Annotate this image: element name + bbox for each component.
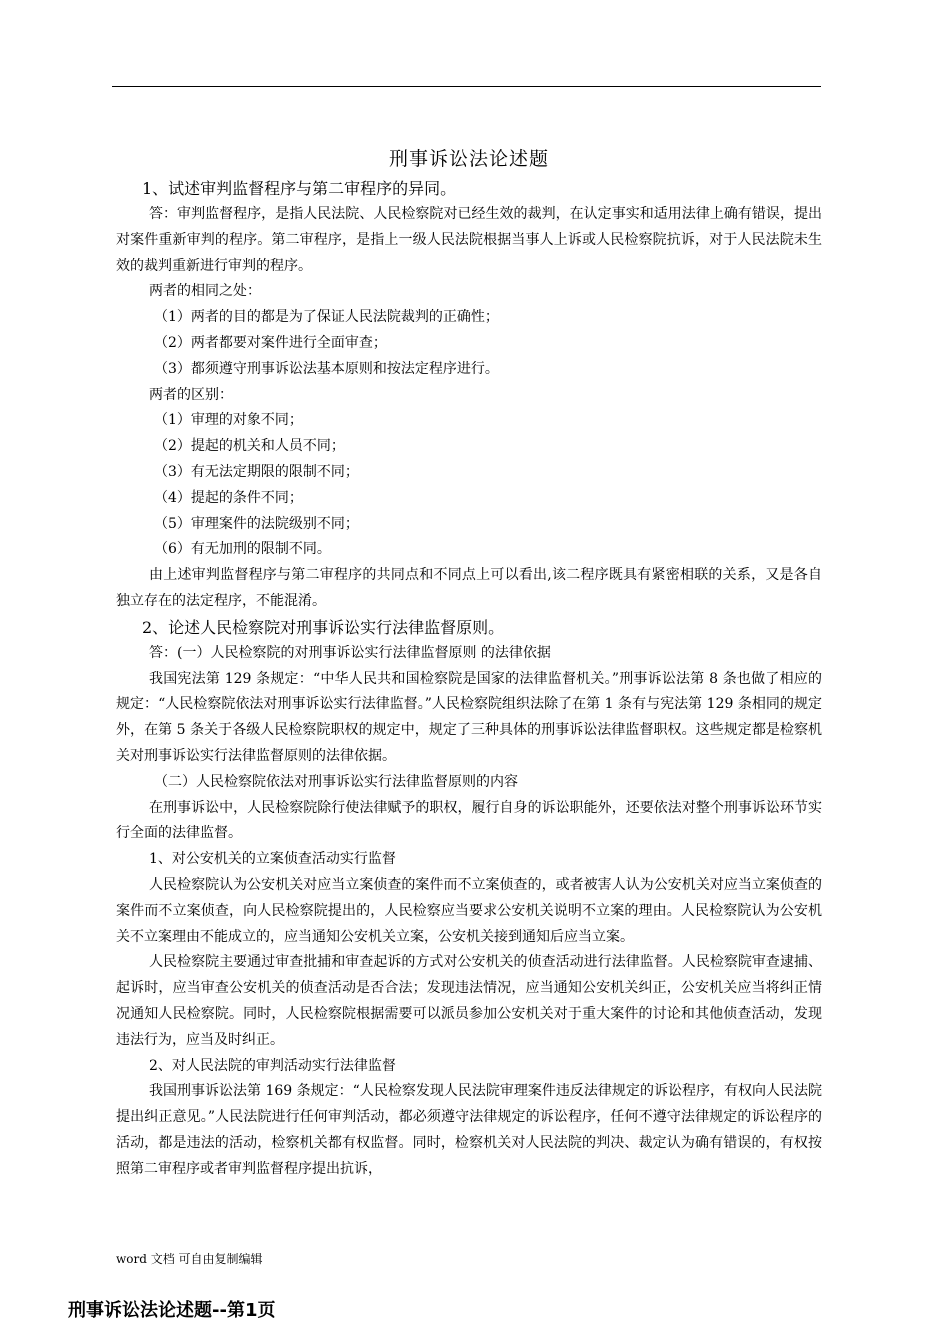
paragraph: （3）有无法定期限的限制不同； [154,463,359,480]
paragraph: 答：(一）人民检察院的对刑事诉讼实行法律监督原则 的法律依据 [149,644,551,661]
page-caption: 刑事诉讼法论述题--第1页 [68,1300,276,1321]
paragraph: （5）审理案件的法院级别不同； [154,515,359,532]
paragraph: 1、对公安机关的立案侦查活动实行监督 [149,851,396,868]
paragraph: 在刑事诉讼中，人民检察院除行使法律赋予的职权，履行自身的诉讼职能外，还要依法对整个刑事诉讼环节实行全面的法律监督。 [116,799,822,842]
paragraph: （1）审理的对象不同； [154,412,303,429]
paragraph: 两者的相同之处： [149,283,261,300]
paragraph: （2）提起的机关和人员不同； [154,438,345,455]
paragraph: 2、对人民法院的审判活动实行法律监督 [149,1057,396,1074]
header-rule [112,86,821,87]
paragraph: 两者的区别： [149,386,233,403]
question-heading: 1、试述审判监督程序与第二审程序的异同。 [142,179,457,198]
paragraph: 人民检察院认为公安机关对应当立案侦查的案件而不立案侦查的，或者被害人认为公安机关对应当立案侦查的案件而不立案侦查，向人民检察院提出的，人民检察应当要求公安机关说明不立案的理由。人民检察院认为公安机关不立案理由不能成立的，应当通知公安机关立案，公安机关接到通知后应当立案。 [116,876,822,945]
document-title: 刑事诉讼法论述题 [388,148,549,170]
document-body [116,144,822,1182]
paragraph: （1）两者的目的都是为了保证人民法院裁判的正确性； [154,309,499,326]
paragraph: 我国刑事诉讼法第 169 条规定：“人民检察发现人民法院审理案件违反法律规定的诉讼程序，有权向人民法院提出纠正意见。”人民法院进行任何审判活动，都必须遵守法律规定的诉讼程序，任何不遵守法律规定的诉讼程序的活动，都是违法的活动，检察机关都有权监督。同时，检察机关对人民法院的判决、裁定认为确有错误的，有权按照第二审程序或者审判监督程序提出抗诉， [116,1083,822,1177]
paragraph: （4）提起的条件不同； [154,489,303,506]
paragraph: （6）有无加刑的限制不同。 [154,541,331,558]
footer-note: word 文档 可自由复制编辑 [116,1252,263,1266]
paragraph: （二）人民检察院依法对刑事诉讼实行法律监督原则的内容 [154,773,518,790]
paragraph: 我国宪法第 129 条规定：“中华人民共和国检察院是国家的法律监督机关。”刑事诉讼法第 8 条也做了相应的规定：“人民检察院依法对刑事诉讼实行法律监督。”人民检察院组织法除了在第 1 条有与宪法第 129 条相同的规定外，在第 5 条关于各级人民检察院职权的规定中，规定了三种具体的刑事诉讼法律监督职权。这些规定都是检察机关对刑事诉讼实行法律监督原则的法律依据。 [116,670,822,764]
document-paragraphs [116,176,822,1182]
paragraph: （3）都须遵守刑事诉讼法基本原则和按法定程序进行。 [154,360,499,377]
paragraph: 由上述审判监督程序与第二审程序的共同点和不同点上可以看出,该二程序既具有紧密相联的关系，又是各自独立存在的法定程序，不能混淆。 [116,567,822,609]
paragraph: （2）两者都要对案件进行全面审查； [154,334,387,351]
paragraph: 答：审判监督程序，是指人民法院、人民检察院对已经生效的裁判，在认定事实和适用法律上确有错误，提出对案件重新审判的程序。第二审程序，是指上一级人民法院根据当事人上诉或人民检察院抗诉，对于人民法院未生效的裁判重新进行审判的程序。 [116,206,822,274]
paragraph: 人民检察院主要通过审查批捕和审查起诉的方式对公安机关的侦查活动进行法律监督。人民检察院审查逮捕、起诉时，应当审查公安机关的侦查活动是否合法；发现违法情况，应当通知公安机关纠正，公安机关应当将纠正情况通知人民检察院。同时，人民检察院根据需要可以派员参加公安机关对于重大案件的讨论和其他侦查活动，发现违法行为，应当及时纠正。 [116,954,822,1048]
question-heading: 2、论述人民检察院对刑事诉讼实行法律监督原则。 [142,617,505,637]
